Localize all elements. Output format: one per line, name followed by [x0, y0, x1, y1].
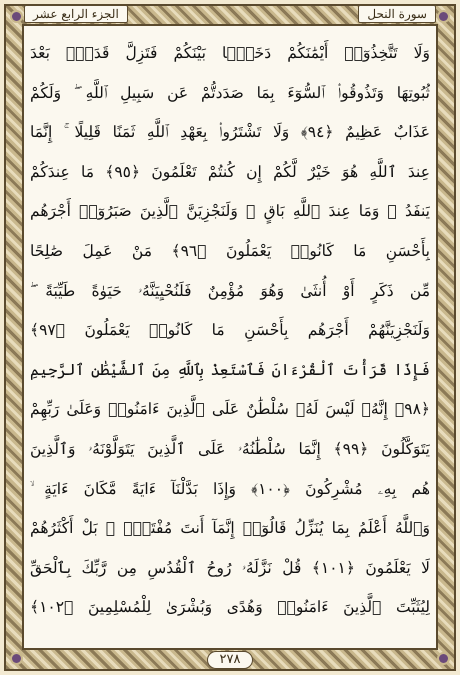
page-footer: [0, 650, 460, 670]
text-line: عِندَ ٱللَّهِ هُوَ خَيْرٌ لَّكُمْ إِن كُنتُمْ تَعْلَمُونَ ﴿٩٥﴾ مَا عِندَكُمْ: [30, 162, 430, 181]
text-line: ثُبُوتِهَا وَتَذُوقُوا۟ ٱلسُّوٓءَ بِمَا صَدَدتُّمْ عَن سَبِيلِ ٱللَّهِ ۖ وَلَكُمْ: [30, 83, 430, 102]
text-line: بِأَحْسَنِ مَا كَانُوا۟ يَعْمَلُونَ ﴿٩٦﴾ مَنْ عَمِلَ صَٰلِحًا: [30, 241, 430, 260]
text-line: ﴿٩٨﴾ إِنَّهُۥ لَيْسَ لَهُۥ سُلْطَٰنٌ عَلَى ٱلَّذِينَ ءَامَنُوا۟ وَعَلَىٰ رَبِّهِمْ: [30, 400, 430, 419]
text-line: فَإِذَا قَرَأْتَ ٱلْقُرْءَانَ فَٱسْتَعِذْ بِٱللَّهِ مِنَ ٱلشَّيْطَٰنِ ٱلرَّجِيمِ: [30, 360, 430, 379]
text-line: يَنفَدُ ۖ وَمَا عِندَ ٱللَّهِ بَاقٍ ۗ وَلَنَجْزِيَنَّ ٱلَّذِينَ صَبَرُوٓا۟ أَجْرَهُم: [30, 202, 430, 221]
text-line: هُم بِهِۦ مُشْرِكُونَ ﴿١٠٠﴾ وَإِذَا بَدَّلْنَآ ءَايَةً مَّكَانَ ءَايَةٍ ۙ: [30, 479, 430, 498]
corner-flower-icon: [439, 12, 448, 21]
page-header: [24, 4, 436, 24]
corner-flower-icon: [12, 12, 21, 21]
text-line: لِيُثَبِّتَ ٱلَّذِينَ ءَامَنُوا۟ وَهُدًى وَبُشْرَىٰ لِلْمُسْلِمِينَ ﴿١٠٢﴾: [30, 598, 430, 617]
text-line: وَلَا تَتَّخِذُوٓا۟ أَيْمَٰنَكُمْ دَخَلًۢا بَيْنَكُمْ فَتَزِلَّ قَدَمٌۢ بَعْدَ: [30, 44, 430, 62]
text-line: عَذَابٌ عَظِيمٌ ﴿٩٤﴾ وَلَا تَشْتَرُوا۟ بِعَهْدِ ٱللَّهِ ثَمَنًا قَلِيلًا ۚ إِنَّمَا: [30, 123, 430, 142]
text-line: وَلَنَجْزِيَنَّهُمْ أَجْرَهُم بِأَحْسَنِ مَا كَانُوا۟ يَعْمَلُونَ ﴿٩٧﴾: [30, 321, 430, 340]
text-line: وَٱللَّهُ أَعْلَمُ بِمَا يُنَزِّلُ قَالُوٓا۟ إِنَّمَآ أَنتَ مُفْتَرٍۭ ۚ بَلْ أَكْثَرُهُمْ: [30, 519, 430, 538]
text-line: يَتَوَكَّلُونَ ﴿٩٩﴾ إِنَّمَا سُلْطَٰنُهُۥ عَلَى ٱلَّذِينَ يَتَوَلَّوْنَهُۥ وَٱلَّذِينَ: [30, 439, 430, 458]
quran-text: [30, 34, 430, 630]
text-line: مِّن ذَكَرٍ أَوْ أُنثَىٰ وَهُوَ مُؤْمِنٌ فَلَنُحْيِيَنَّهُۥ حَيَوٰةً طَيِّبَةً ۖ: [30, 281, 430, 300]
juz-label: الجزء الرابع عشر: [24, 5, 128, 23]
surah-label: سورة النحل: [358, 5, 436, 23]
text-line: لَا يَعْلَمُونَ ﴿١٠١﴾ قُلْ نَزَّلَهُۥ رُوحُ ٱلْقُدُسِ مِن رَّبِّكَ بِٱلْحَقِّ: [30, 558, 430, 577]
page-number: ٢٧٨: [207, 651, 254, 669]
